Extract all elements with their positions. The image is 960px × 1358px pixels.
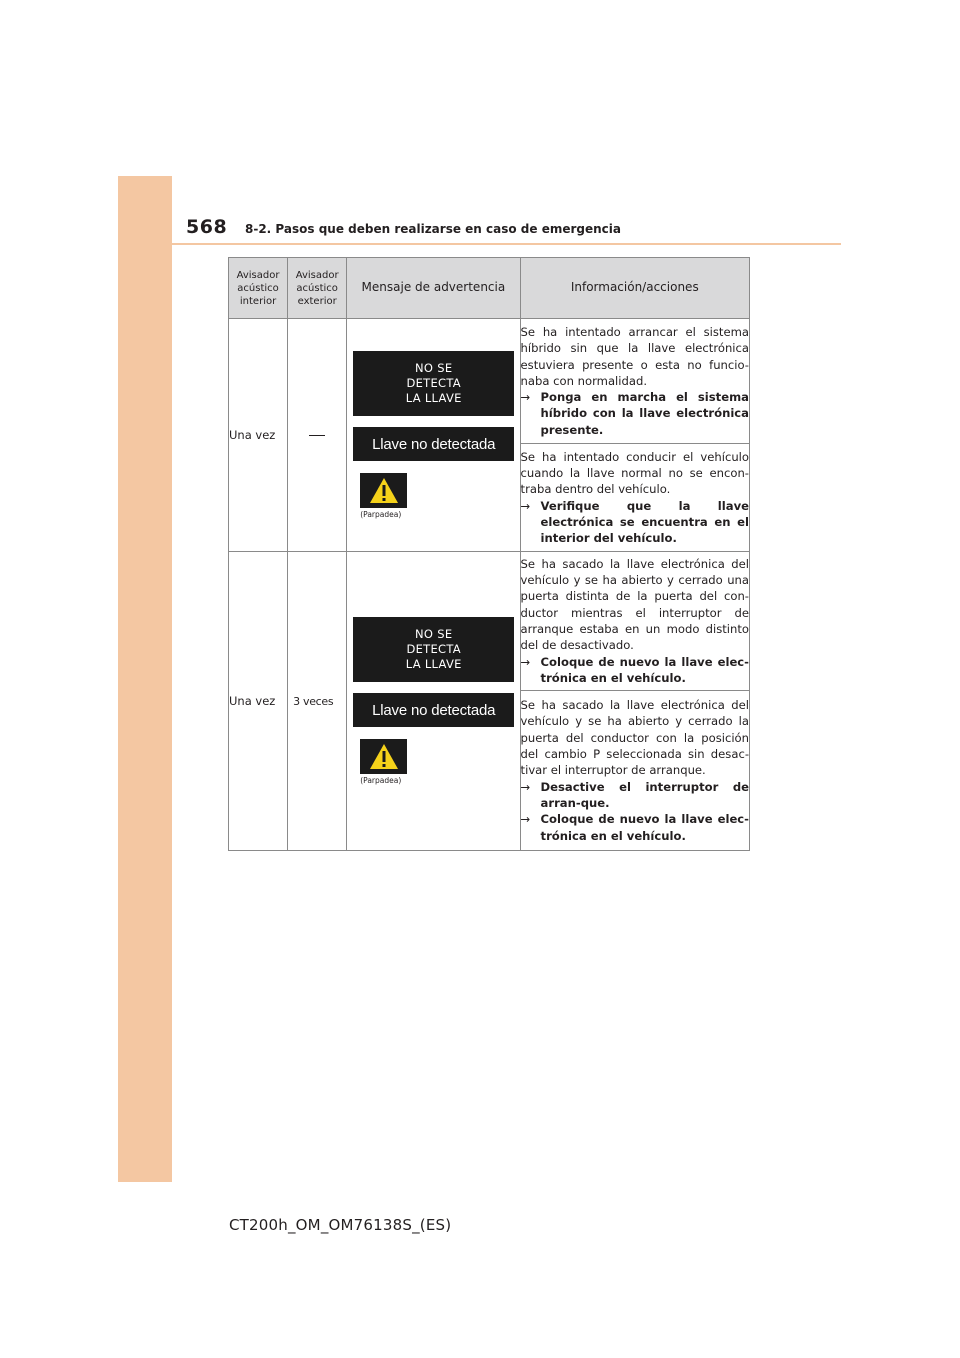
- action-text: Ponga en marcha el sistema híbrido con la llave electrónica presente.: [540, 390, 749, 437]
- side-band: [118, 176, 172, 1182]
- table-row: [229, 552, 750, 691]
- interior-buzzer-cell: Una vez: [229, 319, 288, 552]
- doc-code: CT200h_OM_OM76138S_(ES): [229, 1216, 452, 1234]
- action-text: Desactive el interruptor de arran-que.: [540, 779, 749, 810]
- info-text: Se ha sacado la llave electrónica del vehículo y se ha abierto y cerrado la puerta del conductor con la posición del cambio P seleccionada sin desac-tivar el interruptor de arranque.: [520, 698, 749, 778]
- action-item: [521, 654, 749, 687]
- arrow-icon: →: [520, 779, 531, 794]
- info-text: Se ha sacado la llave electrónica del vehículo y se ha abierto y cerrado una puerta distinta de la puerta del con-ductor mientras el interruptor de arranque estaba en un modo distinto del de desactivado.: [520, 556, 749, 653]
- action-item: [521, 779, 749, 812]
- header-warning-message: Mensaje de advertencia: [347, 258, 520, 319]
- action-text: Verifique que la llave electrónica se encuentra en el interior del vehículo.: [540, 498, 749, 546]
- info-cell: [520, 691, 749, 851]
- arrow-icon: →: [520, 812, 531, 827]
- display-message-wide: Llave no detectada: [353, 427, 514, 461]
- none-dash: [309, 435, 325, 436]
- arrow-icon: →: [520, 498, 531, 513]
- display-message-box: [353, 351, 514, 416]
- warning-indicator-box: [360, 739, 407, 774]
- display-message-line: DETECTA: [406, 376, 461, 390]
- blink-label: (Parpadea): [360, 510, 402, 519]
- blink-label: (Parpadea): [360, 776, 402, 785]
- warning-table: [228, 257, 750, 851]
- action-text: Coloque de nuevo la llave elec-trónica en el vehículo.: [540, 812, 749, 843]
- warning-indicator-box: [360, 473, 407, 508]
- header-info-actions: Información/acciones: [520, 258, 749, 319]
- display-message-line: NO SE: [415, 627, 453, 641]
- header-exterior-buzzer: Avisador acústico exterior: [288, 258, 347, 319]
- section-title: 8-2. Pasos que deben realizarse en caso de emergencia: [245, 222, 621, 236]
- info-text: Se ha intentado arrancar el sistema híbrido sin que la llave electrónica estuviera presente o esta no funcio-naba con normalidad.: [520, 324, 749, 388]
- action-item: [521, 811, 749, 844]
- display-message-wide: Llave no detectada: [353, 693, 514, 727]
- exterior-buzzer-cell: [288, 552, 347, 851]
- table-header-row: [229, 258, 750, 319]
- display-message-box: [353, 617, 514, 682]
- warning-triangle-icon: [369, 477, 399, 504]
- header-interior-buzzer: Avisador acústico interior: [229, 258, 288, 319]
- info-cell: [520, 444, 749, 552]
- arrow-icon: →: [520, 390, 531, 405]
- info-text: Se ha intentado conducir el vehículo cuando la llave normal no se encon-traba dentro del vehículo.: [520, 449, 749, 497]
- exterior-buzzer-value: 3 veces: [293, 695, 334, 708]
- action-text: Coloque de nuevo la llave elec-trónica en el vehículo.: [540, 654, 749, 685]
- exterior-buzzer-cell: [288, 319, 347, 552]
- page-number: 568: [186, 216, 228, 238]
- display-message-line: LA LLAVE: [405, 657, 462, 671]
- warning-triangle-icon: [369, 743, 399, 770]
- display-message-line: NO SE: [415, 361, 453, 375]
- display-message-line: LA LLAVE: [405, 391, 462, 405]
- header-rule: [118, 243, 841, 245]
- info-cell: [520, 552, 749, 691]
- info-cell: [520, 319, 749, 444]
- arrow-icon: →: [520, 654, 531, 669]
- table-row: [229, 319, 750, 444]
- action-item: [521, 389, 749, 438]
- warning-message-cell: [347, 552, 520, 851]
- interior-buzzer-cell: Una vez: [229, 552, 288, 851]
- action-item: [521, 498, 749, 547]
- display-message-line: DETECTA: [406, 642, 461, 656]
- warning-message-cell: [347, 319, 520, 552]
